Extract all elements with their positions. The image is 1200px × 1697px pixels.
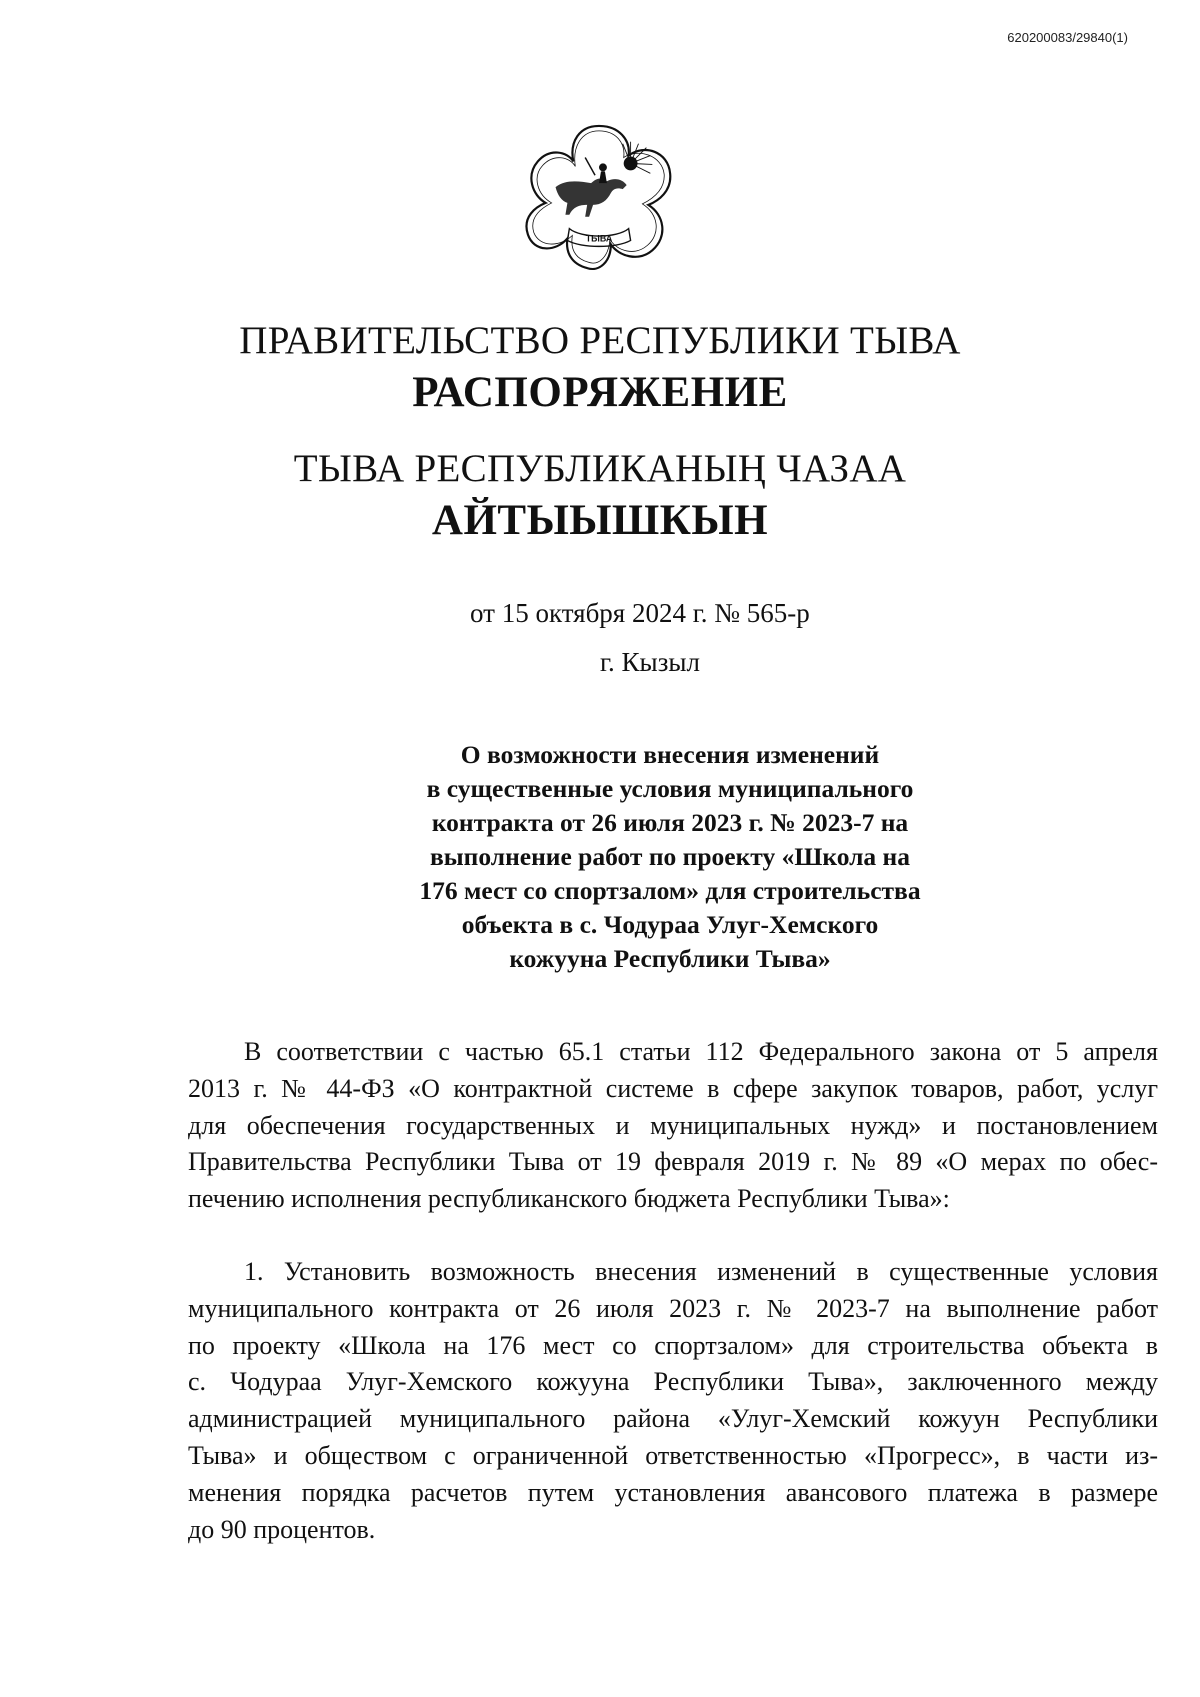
document-subject xyxy=(380,738,960,976)
city-line: г. Кызыл xyxy=(600,647,700,677)
paragraph-line: печению исполнения республиканского бюджета Республики Тыва»: xyxy=(188,1184,950,1214)
subject-line: контракта от 26 июля 2023 г. № 2023-7 на xyxy=(431,808,909,837)
order-title-tyv: АЙТЫЫШКЫН xyxy=(431,497,769,544)
subject-line: 176 мест со спортзалом» для строительства xyxy=(419,876,921,905)
subject-line: кожууна Республики Тыва» xyxy=(509,944,831,973)
paragraph-line: Тыва» и обществом с ограниченной ответственностью «Прогресс», в части из- xyxy=(188,1440,1158,1470)
paragraph-line: до 90 процентов. xyxy=(188,1514,376,1544)
paragraph-line: менения порядка расчетов путем установления авансового платежа в размере xyxy=(188,1477,1158,1507)
government-title-ru: ПРАВИТЕЛЬСТВО РЕСПУБЛИКИ ТЫВА xyxy=(239,319,961,362)
document-number: 620200083/29840(1) xyxy=(1007,30,1128,45)
coat-of-arms-emblem xyxy=(520,118,678,276)
paragraph-line: администрацией муниципального района «Улуг-Хемский кожуун Республики xyxy=(188,1404,1158,1434)
subject-line: объекта в с. Чодураа Улуг-Хемского xyxy=(461,910,879,939)
government-title-tyv: ТЫВА РЕСПУБЛИКАНЫҢ ЧАЗАА xyxy=(293,447,907,490)
paragraph-line: Правительства Республики Тыва от 19 февраля 2019 г. № 89 «О мерах по обес- xyxy=(188,1147,1158,1177)
paragraph-line: В соответствии с частью 65.1 статьи 112 Федерального закона от 5 апреля xyxy=(244,1037,1158,1066)
paragraph-line: с. Чодураа Улуг-Хемского кожууна Республики Тыва», заключенного между xyxy=(188,1367,1158,1397)
preamble-paragraph xyxy=(188,1034,1158,1218)
date-line: от 15 октября 2024 г. № 565-р xyxy=(470,598,810,628)
paragraph-line: 2013 г. № 44-ФЗ «О контрактной системе в сфере закупок товаров, работ, услуг xyxy=(188,1073,1158,1103)
subject-line: выполнение работ по проекту «Школа на xyxy=(429,842,910,871)
subject-line: в существенные условия муниципального xyxy=(426,774,914,803)
paragraph-line: по проекту «Школа на 176 мест со спортзалом» для строительства объекта в xyxy=(188,1330,1158,1360)
subject-line: О возможности внесения изменений xyxy=(460,740,880,769)
emblem-ribbon-label: ТЫВА xyxy=(585,233,613,244)
item-1-paragraph xyxy=(188,1254,1158,1548)
order-title-ru: РАСПОРЯЖЕНИЕ xyxy=(412,369,788,416)
paragraph-line: для обеспечения государственных и муниципальных нужд» и постановлением xyxy=(188,1110,1158,1140)
paragraph-line: муниципального контракта от 26 июля 2023 г. № 2023-7 на выполнение работ xyxy=(188,1293,1158,1323)
paragraph-line: 1. Установить возможность внесения изменений в существенные условия xyxy=(244,1257,1158,1286)
